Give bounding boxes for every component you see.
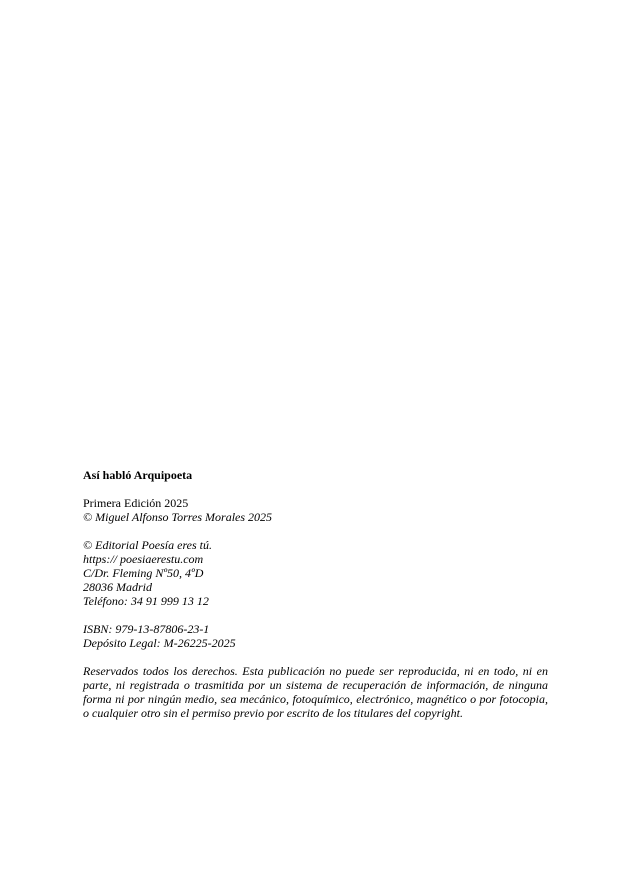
edition-block — [83, 496, 548, 524]
rights-notice-paragraph: Reservados todos los derechos. Esta publicación no puede ser reproducida, ni en todo, ni en parte, ni registrada o trasmitida por un sistema de recuperación de información, de ninguna forma ni por ningún medio, sea mecánico, fotoquímico, electrónico, magnético o por fotocopia, o cualquier otro sin el permiso previo por escrito de los titulares del copyright. — [83, 664, 548, 720]
author-copyright-line: © Miguel Alfonso Torres Morales 2025 — [83, 510, 273, 524]
isbn-line: ISBN: 979-13-87806-23-1 — [83, 622, 210, 636]
publisher-copyright-line: © Editorial Poesía eres tú. — [83, 538, 212, 552]
deposito-legal-line: Depósito Legal: M-26225-2025 — [83, 636, 236, 650]
publisher-address-street: C/Dr. Fleming Nº50, 4ºD — [83, 566, 204, 580]
book-title: Así habló Arquipoeta — [83, 468, 193, 482]
publisher-website: https:// poesiaerestu.com — [83, 552, 204, 566]
colophon-text-block — [83, 468, 548, 720]
edition-line: Primera Edición 2025 — [83, 496, 189, 510]
legal-ids-block — [83, 622, 548, 650]
publisher-address-city: 28036 Madrid — [83, 580, 152, 594]
publisher-phone: Teléfono: 34 91 999 13 12 — [83, 594, 209, 608]
publisher-block — [83, 538, 548, 608]
